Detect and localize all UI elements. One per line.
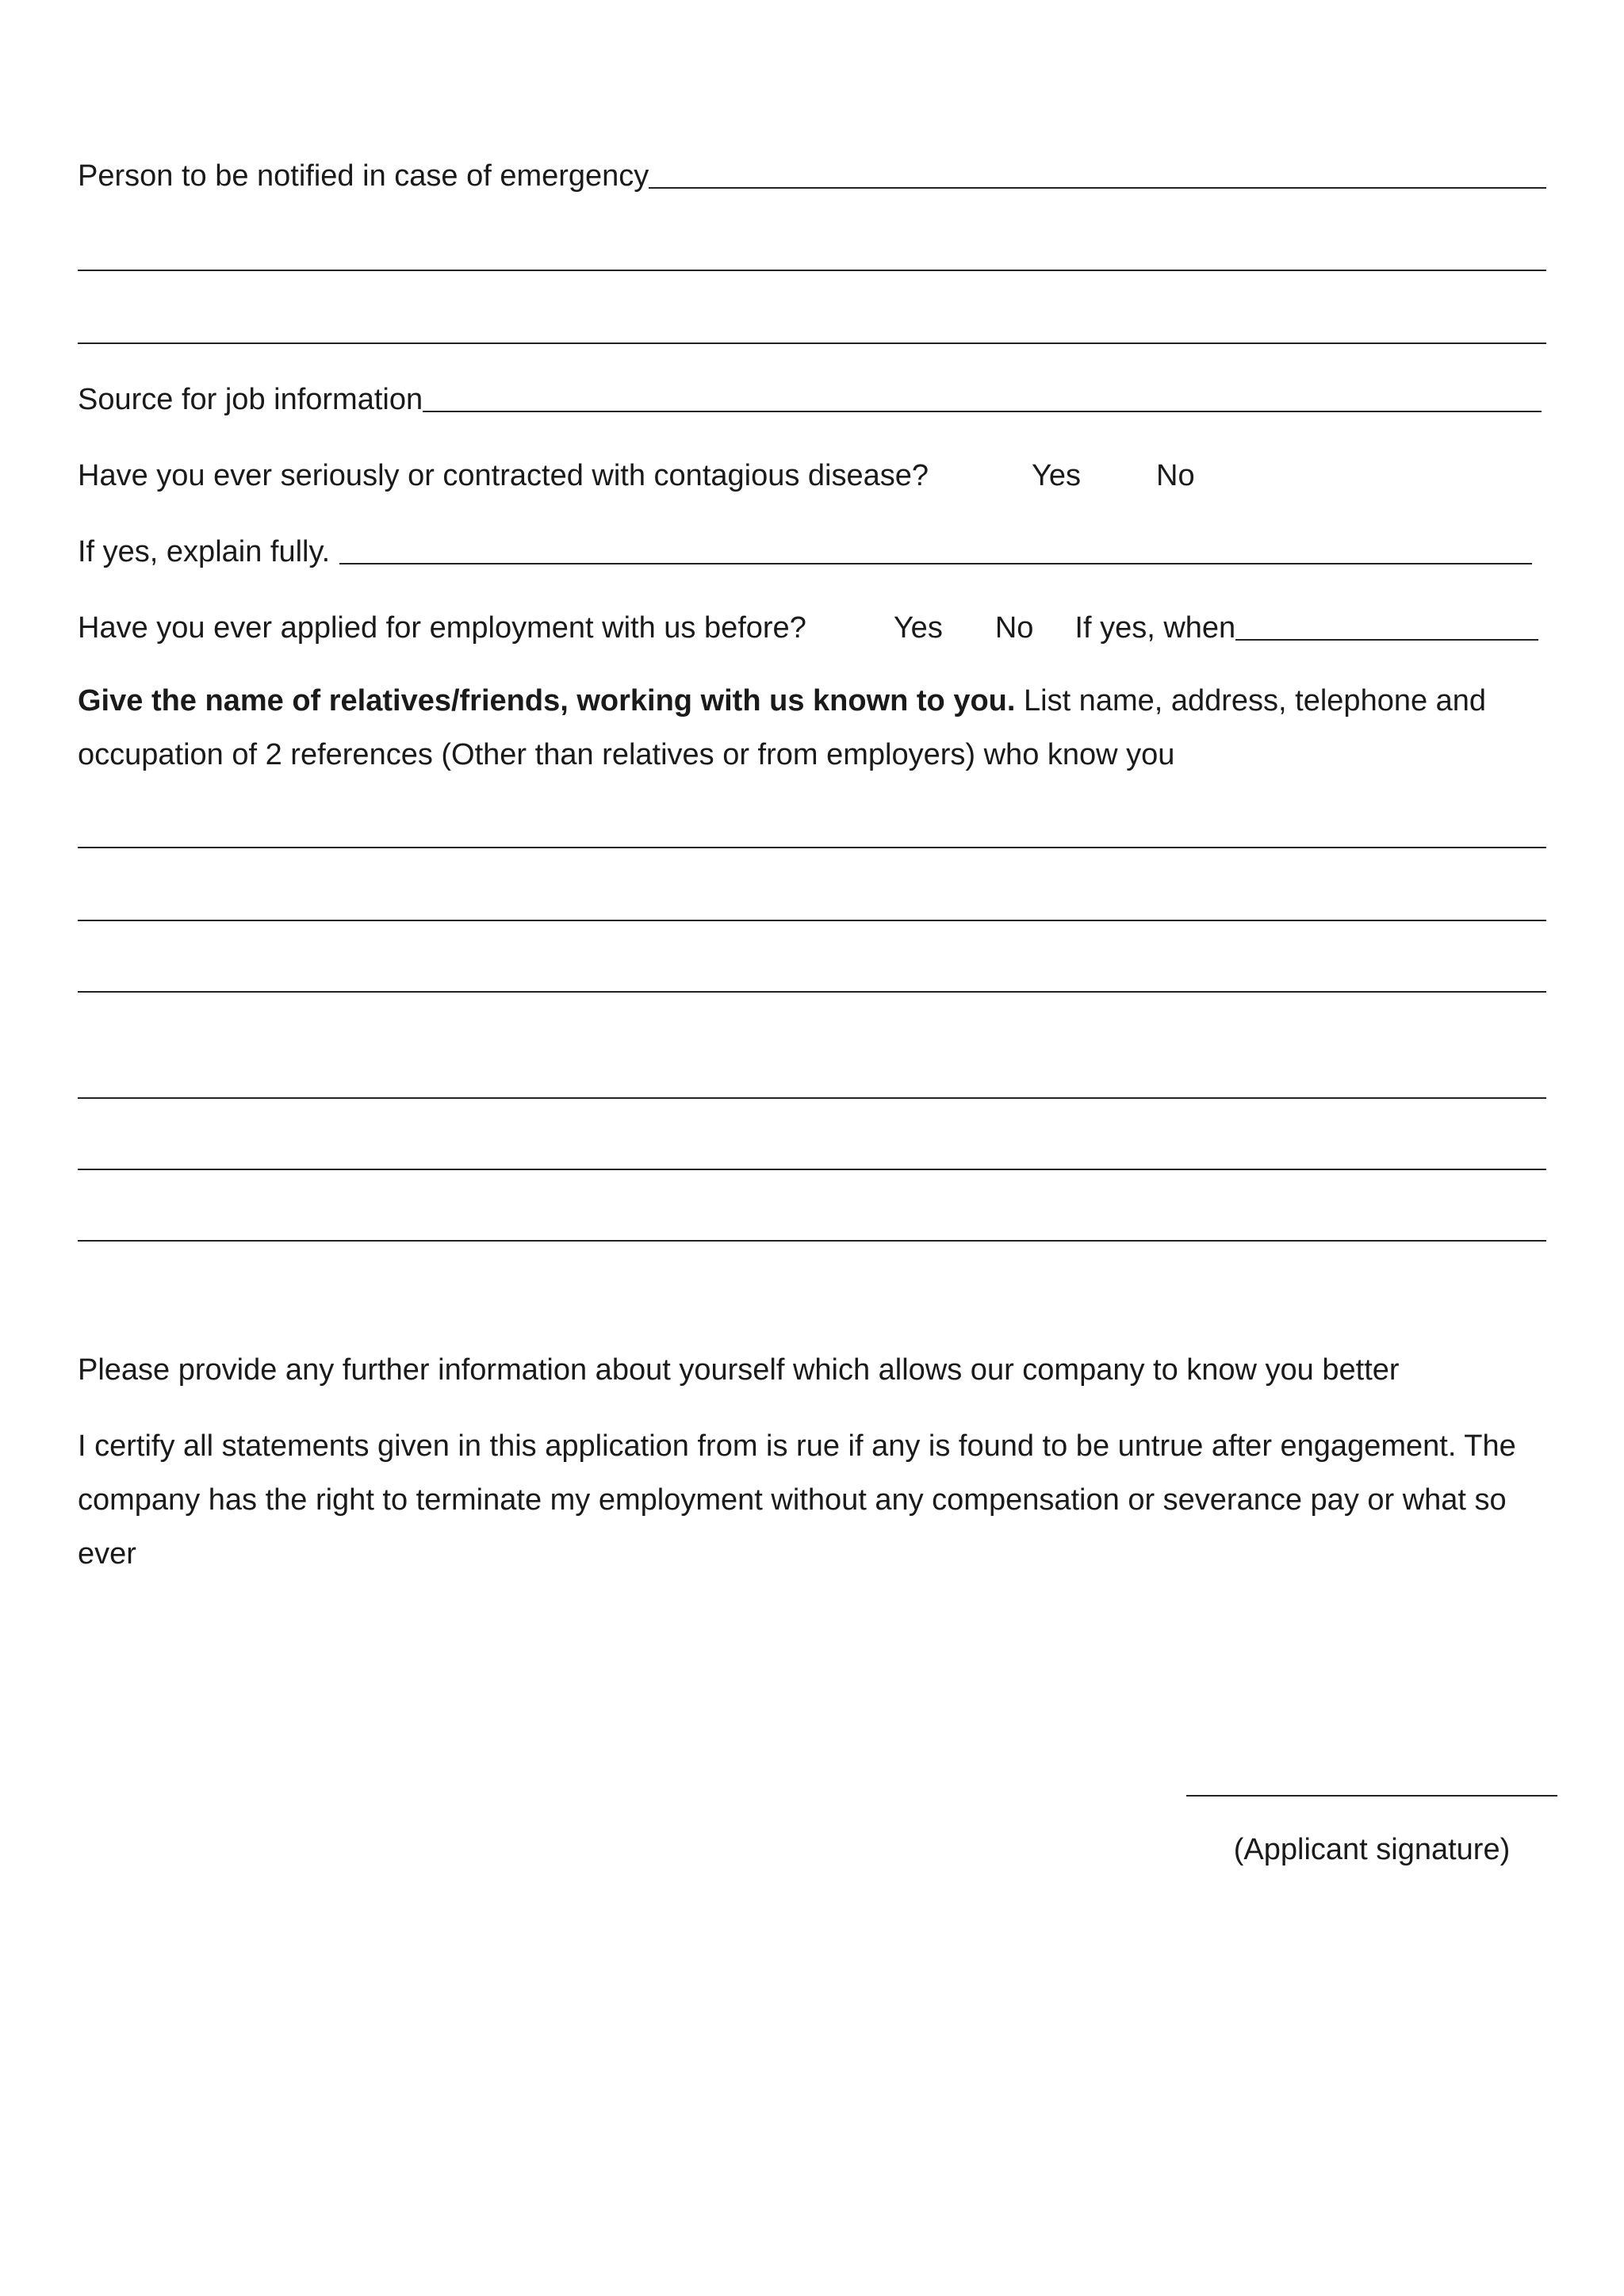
certification-statement: I certify all statements given in this application from is rue if any is found to be untrue after engagement. The company has the right to terminate my employment without any compensation or severance pay or what so ever <box>78 1429 1516 1571</box>
signature-label: (Applicant signature) <box>1233 1833 1511 1866</box>
reference-line-5[interactable] <box>78 1169 1546 1170</box>
reference-line-4[interactable] <box>78 1097 1546 1099</box>
explain-field[interactable] <box>339 563 1532 564</box>
explain-label: If yes, explain fully. <box>78 535 331 568</box>
relatives-heading: Give the name of relatives/friends, working with us known to you. <box>78 684 1016 718</box>
job-source-label: Source for job information <box>78 383 423 416</box>
emergency-contact-row <box>78 155 1546 193</box>
further-info-text: Please provide any further information about yourself which allows our company to know you better <box>78 1353 1400 1387</box>
relatives-instructions <box>78 674 1546 782</box>
disease-no-option[interactable]: No <box>1156 459 1195 492</box>
disease-yes-option[interactable]: Yes <box>1032 459 1082 492</box>
references-instructions: List name, address, telephone and occupation of 2 references (Other than relatives or from employers) who know you <box>78 684 1487 771</box>
applied-when-field[interactable] <box>1235 639 1538 641</box>
job-source-row <box>78 379 1542 417</box>
emergency-contact-label: Person to be notified in case of emergency <box>78 159 649 193</box>
reference-line-1[interactable] <box>78 847 1546 848</box>
disease-question-row <box>78 455 1546 493</box>
reference-line-3[interactable] <box>78 991 1546 993</box>
signature-line[interactable] <box>1186 1795 1557 1797</box>
applied-no-option[interactable]: No <box>994 611 1034 645</box>
explain-row <box>78 531 1532 569</box>
reference-line-2[interactable] <box>78 920 1546 921</box>
emergency-contact-line-3[interactable] <box>78 342 1546 344</box>
applied-yes-option[interactable]: Yes <box>893 611 943 645</box>
disease-question-label: Have you ever seriously or contracted with contagious disease? <box>78 459 929 492</box>
applied-before-row <box>78 607 1538 645</box>
emergency-contact-line-2[interactable] <box>78 270 1546 271</box>
applied-when-label: If yes, when <box>1074 611 1236 645</box>
reference-line-6[interactable] <box>78 1240 1546 1242</box>
applied-before-label: Have you ever applied for employment with us before? <box>78 611 806 645</box>
emergency-contact-field[interactable] <box>649 187 1546 189</box>
job-source-field[interactable] <box>423 411 1542 412</box>
